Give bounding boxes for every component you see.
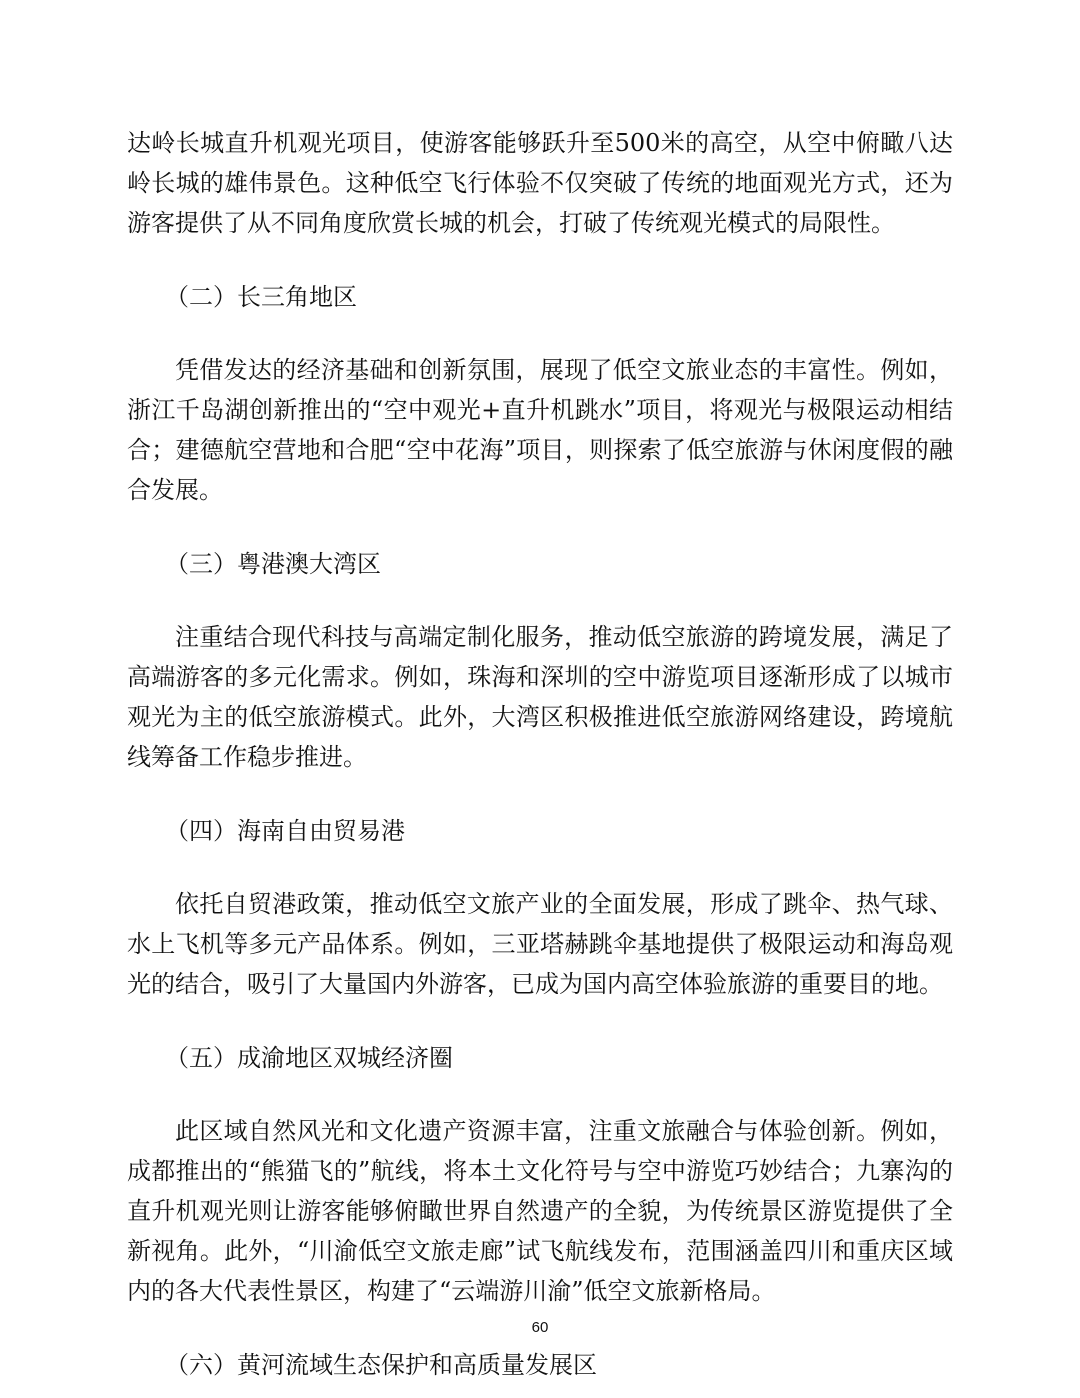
heading-hainan-ftp: （四）海南自由贸易港 — [165, 817, 405, 845]
paragraph-yangtze-delta: 凭借发达的经济基础和创新氛围，展现了低空文旅业态的丰富性。例如，浙江千岛湖创新推出的“空中观光+直升机跳水”项目，将观光与极限运动相结合；建德航空营地和合肥“空中花海”项目，则探索了低空旅游与休闲度假的融合发展。 — [127, 356, 953, 504]
page-number: 60 — [531, 1319, 549, 1336]
heading-chengdu-chongqing: （五）成渝地区双城经济圈 — [165, 1044, 453, 1072]
paragraph-chengdu-chongqing: 此区域自然风光和文化遗产资源丰富，注重文旅融合与体验创新。例如，成都推出的“熊猫飞的”航线，将本土文化符号与空中游览巧妙结合；九寨沟的直升机观光则让游客能够俯瞰世界自然遗产的全貌，为传统景区游览提供了全新视角。此外，“川渝低空文旅走廊”试飞航线发布，范围涵盖四川和重庆区域内的各大代表性景区，构建了“云端游川渝”低空文旅新格局。 — [127, 1117, 953, 1305]
heading-greater-bay-area: （三）粤港澳大湾区 — [165, 550, 381, 578]
heading-yangtze-delta: （二）长三角地区 — [165, 283, 357, 311]
heading-yellow-river: （六）黄河流域生态保护和高质量发展区 — [165, 1351, 597, 1379]
paragraph-greater-bay-area: 注重结合现代科技与高端定制化服务，推动低空旅游的跨境发展，满足了高端游客的多元化需求。例如，珠海和深圳的空中游览项目逐渐形成了以城市观光为主的低空旅游模式。此外，大湾区积极推进低空旅游网络建设，跨境航线筹备工作稳步推进。 — [127, 623, 953, 771]
paragraph-hainan-ftp: 依托自贸港政策，推动低空文旅产业的全面发展，形成了跳伞、热气球、水上飞机等多元产品体系。例如，三亚塔赫跳伞基地提供了极限运动和海岛观光的结合，吸引了大量国内外游客，已成为国内高空体验旅游的重要目的地。 — [127, 890, 953, 998]
page-body — [127, 123, 953, 1385]
paragraph-badaling: 达岭长城直升机观光项目，使游客能够跃升至500米的高空，从空中俯瞰八达岭长城的雄伟景色。这种低空飞行体验不仅突破了传统的地面观光方式，还为游客提供了从不同角度欣赏长城的机会，打破了传统观光模式的局限性。 — [127, 129, 953, 237]
